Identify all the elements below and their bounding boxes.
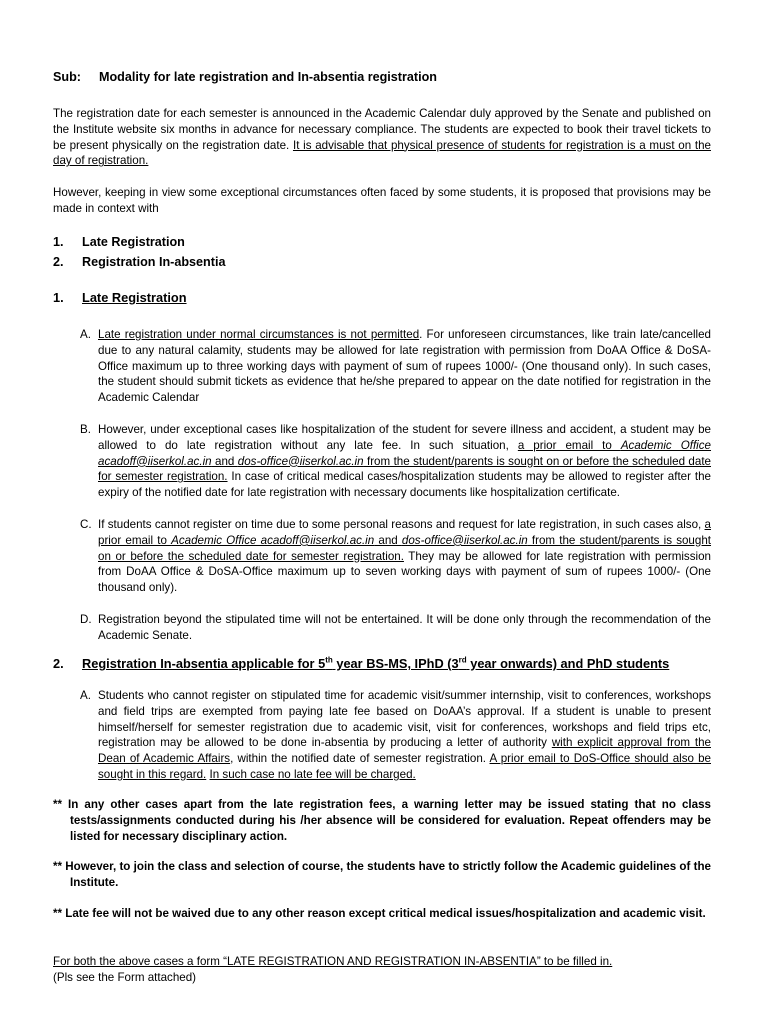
section-1-heading: 1. Late Registration bbox=[53, 290, 187, 305]
section-2-item-a: A. Students who cannot register on stipulated time for academic visit/summer internship, visit to conferences, workshops and field trips are exempted from paying late fee based on DoAA’s approval. If a student is unable to present himself/herself for semester registration due to academic visit, visit for conferences, workshops and field trips etc, registration may be allowed to be done in-absentia by producing a letter of authority with explicit approval from the Dean of Academic Affairs, within the notified date of semester registration. A prior email to DoS-Office should also be sought in this regard. In such case no late fee will be charged. bbox=[80, 689, 711, 781]
note-warning-letter: ** In any other cases apart from the late registration fees, a warning letter may be issued stating that no class tests/assignments conducted during his /her absence will be considered for evaluation. Repeat offenders may be listed for necessary disciplinary action. bbox=[53, 798, 711, 843]
email-academic-office: Academic Office acadoff@iiserkol.ac.in bbox=[171, 533, 375, 547]
section-1-item-b: B. However, under exceptional cases like hospitalization of the student for severe illness and accident, a student may be allowed to do late registration without any late fee. In such situation, a prior email to Academic Office acadoff@iiserkol.ac.in and dos-office@iiserkol.ac.in from the student/parents is sought on or before the scheduled date for semester registration. In case of critical medical cases/hospitalization students may be allowed to register after the expiry of the notified date for late registration with necessary documents like hospitalization certificate. bbox=[80, 423, 712, 500]
section-1-item-d: D. Registration beyond the stipulated time will not be entertained. It will be done only through the recommendation of the Academic Senate. bbox=[80, 613, 711, 642]
section-1-item-a: A. Late registration under normal circumstances is not permitted. For unforeseen circumstances, like train late/cancelled due to any natural calamity, students may be allowed for late registration with permission from DoAA Office & DoSA-Office maximum up to three working days with payment of sum of rupees 1000/- (One thousand only). In such cases, the student should submit tickets as evidence that he/she prepared to appear on the date notified for registration in the Academic Calendar bbox=[80, 328, 711, 405]
note-academic-guidelines: ** However, to join the class and selection of course, the students have to strictly follow the Academic guidelines of the Institute. bbox=[53, 860, 711, 889]
email-dos-office: dos-office@iiserkol.ac.in bbox=[401, 533, 528, 547]
section-1-item-c: C. If students cannot register on time due to some personal reasons and request for late registration, in such cases also, a prior email to Academic Office acadoff@iiserkol.ac.in and dos-office@iiserkol.ac.in from the student/parents is sought on or before the scheduled date for semester registration. They may be allowed for late registration with permission from DoAA Office & DoSA-Office maximum up to seven working days with payment of sum of rupees 1000/- (One thousand only). bbox=[80, 518, 712, 595]
email-academic-office: Academic Office acadoff@iiserkol.ac.in bbox=[98, 438, 712, 468]
toc-item-2: 2. Registration In-absentia bbox=[53, 255, 226, 269]
footer-form-attached: (Pls see the Form attached) bbox=[53, 970, 197, 984]
footer-note bbox=[53, 954, 711, 986]
note-late-fee: ** Late fee will not be waived due to any other reason except critical medical issues/hospitalization and academic visit. bbox=[53, 907, 706, 920]
intro-paragraph bbox=[53, 106, 711, 169]
subject-title: Modality for late registration and In-absentia registration bbox=[99, 70, 437, 84]
toc-item-1: 1. Late Registration bbox=[53, 235, 185, 249]
intro-text: The registration date for each semester is announced in the Academic Calendar duly approved by the Senate and published on the Institute website six months in advance for necessary compliance. The students are expected to book their travel tickets to be present physically on the registration date. bbox=[53, 107, 711, 152]
section-2-heading: 2. Registration In-absentia applicable for 5th year BS-MS, IPhD (3rd year onwards) and PhD students bbox=[53, 655, 670, 671]
intro-underlined: It is advisable that physical presence of students for registration is a must on the day of registration. bbox=[53, 138, 711, 168]
email-dos-office: dos-office@iiserkol.ac.in bbox=[237, 454, 364, 468]
context-paragraph: However, keeping in view some exceptional circumstances often faced by some students, it is proposed that provisions may be made in context with bbox=[53, 186, 711, 215]
footer-form-instruction: For both the above cases a form “LATE REGISTRATION AND REGISTRATION IN-ABSENTIA” to be filled in. bbox=[53, 955, 613, 968]
subject-line bbox=[53, 70, 437, 86]
subject-label: Sub: bbox=[53, 70, 81, 84]
